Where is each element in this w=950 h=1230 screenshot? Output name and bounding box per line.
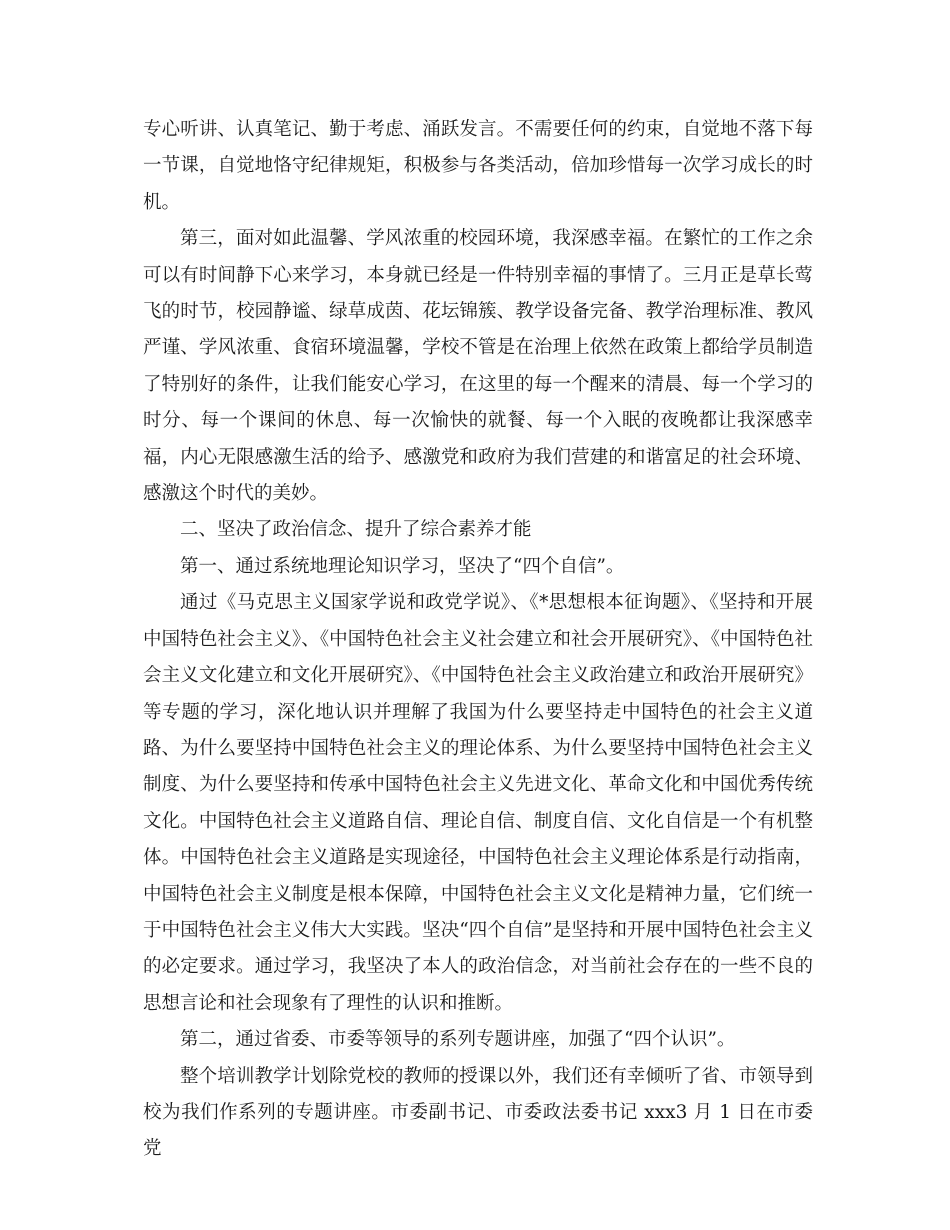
document-body <box>143 112 813 1168</box>
paragraph-2: 第三，面对如此温馨、学风浓重的校园环境，我深感幸福。在繁忙的工作之余可以有时间静下心来学习，本身就已经是一件特别幸福的事情了。三月正是草长莺飞的时节，校园静谧、绿草成茵、花坛锦簇、教学设备完备、教学治理标准、教风严谨、学风浓重、食宿环境温馨，学校不管是在治理上依然在政策上都给学员制造了特别好的条件，让我们能安心学习，在这里的每一个醒来的清晨、每一个学习的时分、每一个课间的休息、每一次愉快的就餐、每一个入眠的夜晚都让我深感幸福，内心无限感激生活的给予、感激党和政府为我们营建的和谐富足的社会环境、感激这个时代的美妙。 <box>143 228 813 505</box>
paragraph-4: 第一、通过系统地理论知识学习，坚决了“四个自信”。 <box>180 555 625 577</box>
section-heading: 二、坚决了政治信念、提升了综合素养才能 <box>180 519 532 541</box>
paragraph-5: 通过《马克思主义国家学说和政党学说》、《*思想根本征询题》、《坚持和开展中国特色社会主义》、《中国特色社会主义社会建立和社会开展研究》、《中国特色社会主义文化建立和文化开展研究》、《中国特色社会主义政治建立和政治开展研究》等专题的学习，深化地认识并理解了我国为什么要坚持走中国特色的社会主义道路、为什么要坚持中国特色社会主义的理论体系、为什么要坚持中国特色社会主义制度、为什么要坚持和传承中国特色社会主义先进文化、革命文化和中国优秀传统文化。中国特色社会主义道路自信、理论自信、制度自信、文化自信是一个有机整体。中国特色社会主义道路是实现途径，中国特色社会主义理论体系是行动指南，中国特色社会主义制度是根本保障，中国特色社会主义文化是精神力量，它们统一于中国特色社会主义伟大大实践。坚决“四个自信”是坚持和开展中国特色社会主义的必定要求。通过学习，我坚决了本人的政治信念，对当前社会存在的一些不良的思想言论和社会现象有了理性的认识和推断。 <box>143 592 813 1014</box>
paragraph-1: 专心听讲、认真笔记、勤于考虑、涌跃发言。不需要任何的约束，自觉地不落下每一节课，自觉地恪守纪律规矩，积极参与各类活动，倍加珍惜每一次学习成长的时机。 <box>143 119 813 213</box>
paragraph-7: 整个培训教学计划除党校的教师的授课以外，我们还有幸倾听了省、市领导到校为我们作系列的专题讲座。市委副书记、市委政法委书记 xxx3 月 1 日在市委党 <box>143 1065 813 1160</box>
paragraph-6: 第二，通过省委、市委等领导的系列专题讲座，加强了“四个认识”。 <box>180 1029 736 1051</box>
